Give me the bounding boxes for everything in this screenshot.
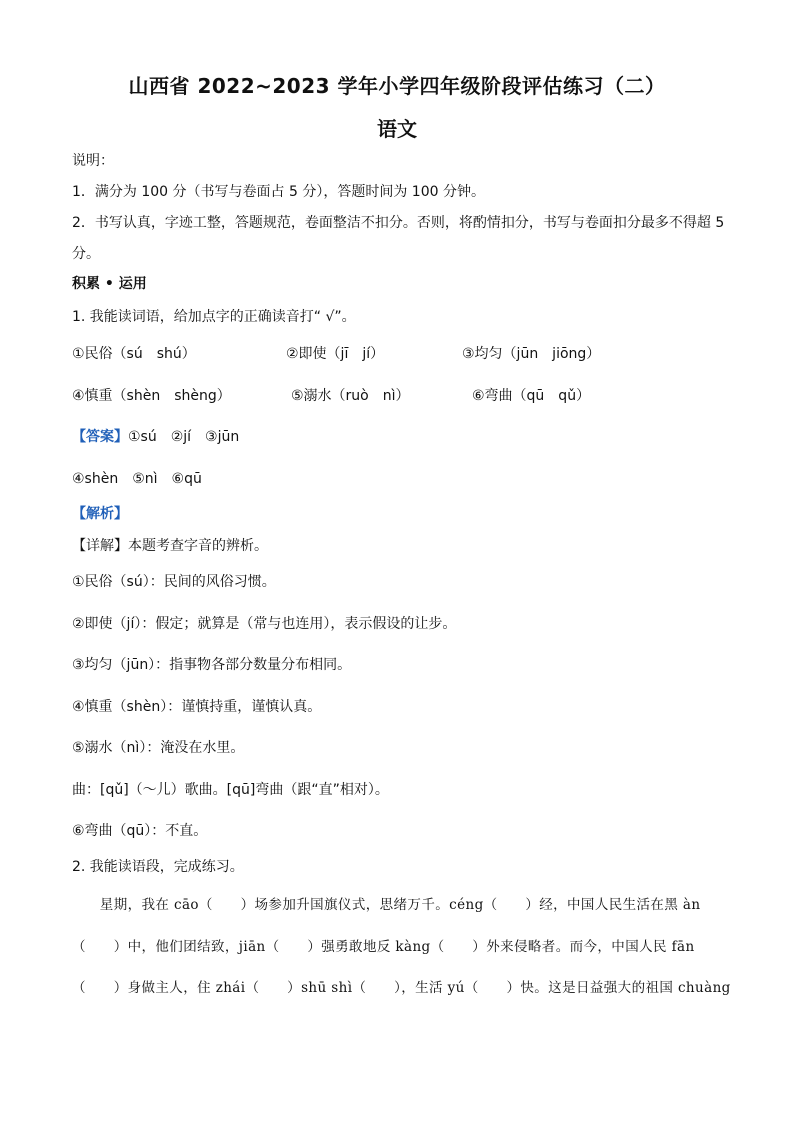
note-2-line-a: 2．书写认真，字迹工整，答题规范，卷面整洁不扣分。否则，将酌情扣分，书写与卷面扣分最多不得超 5 <box>72 215 725 231</box>
explanation-2: ②即使（jí）：假定；就算是（常与也连用），表示假设的让步。 <box>72 616 457 632</box>
explanation-1: ①民俗（sú）：民间的风俗习惯。 <box>72 574 276 590</box>
section-heading: 积累 • 运用 <box>72 276 147 292</box>
explanation-6: 曲：[qǔ]（～儿）歌曲。[qū]弯曲（跟“直”相对）。 <box>72 782 389 798</box>
analysis-label: 【解析】 <box>72 506 128 522</box>
option-1: ①民俗（sú shú） <box>72 346 196 362</box>
passage-line-2: （ ）中，他们团结致，jiān（ ）强勇敢地反 kàng（ ）外来侵略者。而今，中国人民 fān <box>72 939 695 955</box>
explanation-7: ⑥弯曲（qū）：不直。 <box>72 823 208 839</box>
option-4: ④慎重（shèn shèng） <box>72 388 231 404</box>
option-5: ⑤溺水（ruò nì） <box>291 388 410 404</box>
passage-line-1: 星期，我在 cāo（ ）场参加升国旗仪式，思绪万千。céng（ ）经，中国人民生活在黑 àn <box>72 897 701 913</box>
detail-label: 【详解】 <box>72 538 128 554</box>
answer-text-1: ①sú ②jí ③jūn <box>128 429 240 445</box>
question-2: 2. 我能读语段，完成练习。 <box>72 859 244 875</box>
explanation-3: ③均匀（jūn）：指事物各部分数量分布相同。 <box>72 657 352 673</box>
option-2: ②即使（jī jí） <box>286 346 385 362</box>
explanation-5: ⑤溺水（nì）：淹没在水里。 <box>72 740 245 756</box>
passage-line-3: （ ）身做主人，住 zhái（ ）shū shì（ ），生活 yú（ ）快。这是日益强大的祖国 chuàng <box>72 980 731 996</box>
answer-label: 【答案】 <box>72 429 128 445</box>
note-1: 1．满分为 100 分（书写与卷面占 5 分），答题时间为 100 分钟。 <box>72 184 485 200</box>
option-6: ⑥弯曲（qū qǔ） <box>472 388 591 404</box>
question-1: 1. 我能读词语，给加点字的正确读音打“ √”。 <box>72 309 356 325</box>
answer-line-2: ④shèn ⑤nì ⑥qū <box>72 471 202 487</box>
subject-title: 语文 <box>377 117 417 141</box>
document-title: 山西省 2022~2023 学年小学四年级阶段评估练习（二） <box>128 74 666 98</box>
option-3: ③均匀（jūn jiōng） <box>462 346 601 362</box>
explanation-4: ④慎重（shèn）：谨慎持重，谨慎认真。 <box>72 699 322 715</box>
answer-line-1 <box>72 428 239 446</box>
detail-line <box>72 537 268 555</box>
note-2-line-b: 分。 <box>72 246 100 262</box>
detail-text: 本题考查字音的辨析。 <box>128 538 268 554</box>
notes-heading: 说明： <box>72 153 114 169</box>
